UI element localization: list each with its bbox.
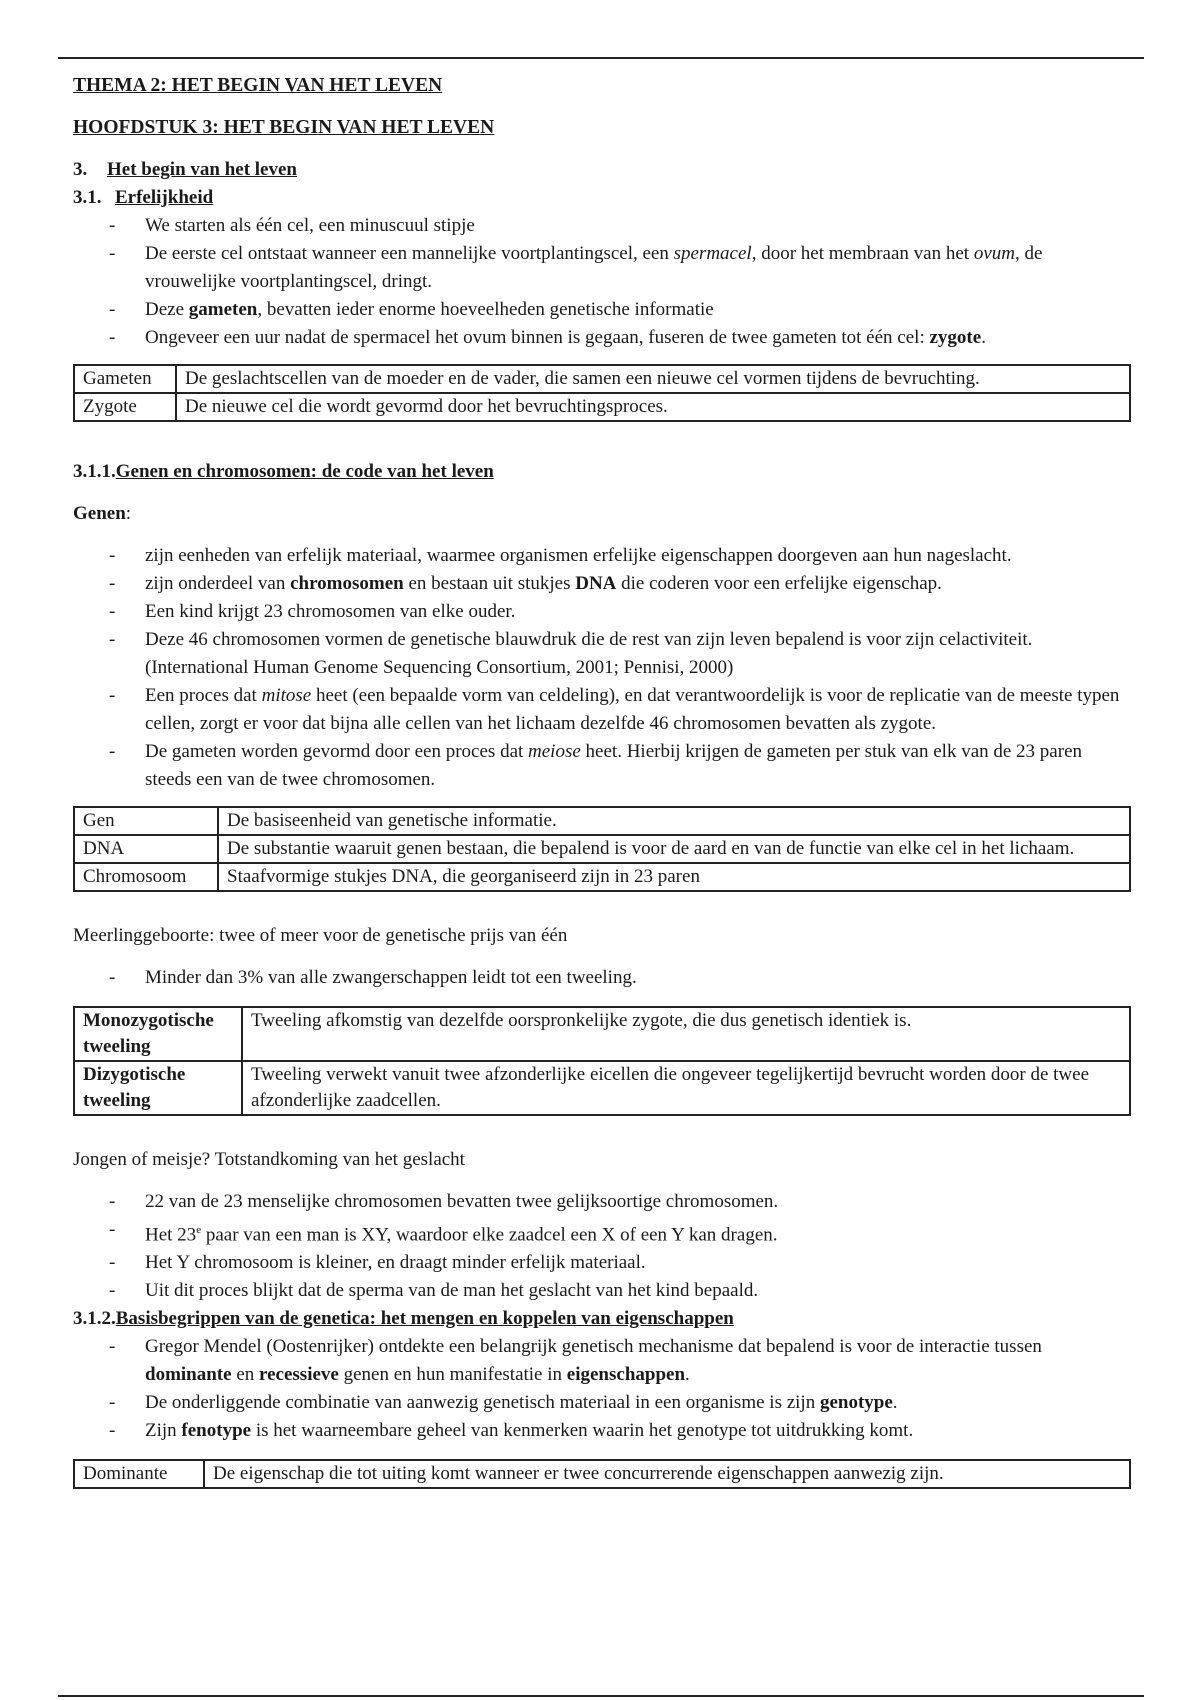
list-item: - Uit dit proces blijkt dat de sperma van de man het geslacht van het kind bepaald. <box>145 1277 1133 1305</box>
list-item: - Ongeveer een uur nadat de spermacel het ovum binnen is gegaan, fuseren de twee gameten tot één cel: zygote. <box>145 324 1133 352</box>
table-row <box>74 1460 1130 1488</box>
list-item: - Het Y chromosoom is kleiner, en draagt minder erfelijk materiaal. <box>145 1249 1133 1277</box>
table-definition: De basiseenheid van genetische informatie. <box>218 807 1130 835</box>
table-row <box>74 365 1130 393</box>
list-item: - Een proces dat mitose heet (een bepaalde vorm van celdeling), en dat verantwoordelijk is voor de replicatie van de meeste typen cellen, zorgt er voor dat bijna alle cellen van het lichaam dezelfde 46 chromosomen bevatten als zygote. <box>145 682 1133 738</box>
sex-intro: Jongen of meisje? Totstandkoming van het geslacht <box>73 1149 465 1170</box>
list-item: - We starten als één cel, een minuscuul stipje <box>145 212 1133 240</box>
definition-table <box>73 1006 1131 1116</box>
list-item: - Gregor Mendel (Oostenrijker) ontdekte een belangrijk genetisch mechanisme dat bepalend is voor de interactie tussen dominante en recessieve genen en hun manifestatie in eigenschappen. <box>145 1333 1133 1389</box>
section-number: 3.1.2. <box>73 1308 116 1330</box>
list-item: - Minder dan 3% van alle zwangerschappen leidt tot een tweeling. <box>145 964 1133 992</box>
table-definition: De geslachtscellen van de moeder en de vader, die samen een nieuwe cel vormen tijdens de bevruchting. <box>176 365 1130 393</box>
table-definition: De eigenschap die tot uiting komt wanneer er twee concurrerende eigenschappen aanwezig zijn. <box>204 1460 1130 1488</box>
table-term: Monozygotische tweeling <box>74 1007 242 1061</box>
twins-intro: Meerlinggeboorte: twee of meer voor de genetische prijs van één <box>73 925 568 946</box>
table-definition: De substantie waaruit genen bestaan, die bepalend is voor de aard en van de functie van elke cel in het lichaam. <box>218 835 1130 863</box>
table-definition: Staafvormige stukjes DNA, die georganiseerd zijn in 23 paren <box>218 863 1130 891</box>
table-definition: Tweeling afkomstig van dezelfde oorspronkelijke zygote, die dus genetisch identiek is. <box>242 1007 1130 1061</box>
section-title: Basisbegrippen van de genetica: het mengen en koppelen van eigenschappen <box>115 1308 734 1330</box>
table-term: Dizygotische tweeling <box>74 1061 242 1115</box>
bottom-rule <box>58 1695 1144 1697</box>
list-item: - 22 van de 23 menselijke chromosomen bevatten twee gelijksoortige chromosomen. <box>145 1188 1133 1216</box>
list-item: - De onderliggende combinatie van aanwezig genetisch materiaal in een organisme is zijn genotype. <box>145 1389 1133 1417</box>
section-3-1-1-heading <box>73 458 1133 486</box>
genen-label: Genen: <box>73 503 132 524</box>
table-row <box>74 1007 1130 1061</box>
document-page <box>73 68 1133 1489</box>
table-term: Zygote <box>74 393 176 421</box>
table-term: Chromosoom <box>74 863 218 891</box>
table-row <box>74 863 1130 891</box>
table-row <box>74 393 1130 421</box>
table-row <box>74 1061 1130 1115</box>
list-item: - zijn eenheden van erfelijk materiaal, waarmee organismen erfelijke eigenschappen doorgeven aan hun nageslacht. <box>145 542 1133 570</box>
definition-table <box>73 1459 1131 1489</box>
definition-table <box>73 806 1131 892</box>
theme-heading: THEMA 2: HET BEGIN VAN HET LEVEN <box>73 75 443 96</box>
list-item: - De eerste cel ontstaat wanneer een mannelijke voortplantingscel, een spermacel, door het membraan van het ovum, de vrouwelijke voortplantingscel, dringt. <box>145 240 1133 296</box>
section-3-1-heading <box>73 184 1133 212</box>
section-3-1-2-heading <box>73 1305 1133 1333</box>
list-item: - zijn onderdeel van chromosomen en bestaan uit stukjes DNA die coderen voor een erfelijke eigenschap. <box>145 570 1133 598</box>
bullet-list <box>73 1188 1133 1305</box>
table-term: Gen <box>74 807 218 835</box>
table-term: DNA <box>74 835 218 863</box>
table-definition: Tweeling verwekt vanuit twee afzonderlijke eicellen die ongeveer tegelijkertijd bevrucht worden door de twee afzonderlijke zaadcellen. <box>242 1061 1130 1115</box>
definition-table <box>73 364 1131 422</box>
list-item: - Deze 46 chromosomen vormen de genetische blauwdruk die de rest van zijn leven bepalend is voor zijn celactiviteit. (International Human Genome Sequencing Consortium, 2001; Pennisi, 2000) <box>145 626 1133 682</box>
bullet-list <box>73 964 1133 992</box>
table-term: Gameten <box>74 365 176 393</box>
list-item: - Het 23e paar van een man is XY, waardoor elke zaadcel een X of een Y kan dragen. <box>145 1216 1133 1249</box>
table-row <box>74 835 1130 863</box>
section-number: 3.1.1. <box>73 461 116 482</box>
section-number: 3. <box>73 159 88 180</box>
top-rule <box>58 57 1144 59</box>
section-3-heading <box>73 156 1133 184</box>
section-title: Genen en chromosomen: de code van het leven <box>115 461 494 482</box>
bullet-list <box>73 1333 1133 1445</box>
list-item: - De gameten worden gevormd door een proces dat meiose heet. Hierbij krijgen de gameten per stuk van elk van de 23 paren steeds een van de twee chromosomen. <box>145 738 1133 794</box>
chapter-heading: HOOFDSTUK 3: HET BEGIN VAN HET LEVEN <box>73 117 495 138</box>
list-item: - Zijn fenotype is het waarneembare geheel van kenmerken waarin het genotype tot uitdrukking komt. <box>145 1417 1133 1445</box>
list-item: - Deze gameten, bevatten ieder enorme hoeveelheden genetische informatie <box>145 296 1133 324</box>
table-term: Dominante <box>74 1460 204 1488</box>
bullet-list <box>73 542 1133 794</box>
table-definition: De nieuwe cel die wordt gevormd door het bevruchtingsproces. <box>176 393 1130 421</box>
list-item: - Een kind krijgt 23 chromosomen van elke ouder. <box>145 598 1133 626</box>
table-row <box>74 807 1130 835</box>
section-number: 3.1. <box>73 187 102 208</box>
section-title: Erfelijkheid <box>115 187 214 208</box>
bullet-list <box>73 212 1133 352</box>
section-title: Het begin van het leven <box>107 159 297 180</box>
